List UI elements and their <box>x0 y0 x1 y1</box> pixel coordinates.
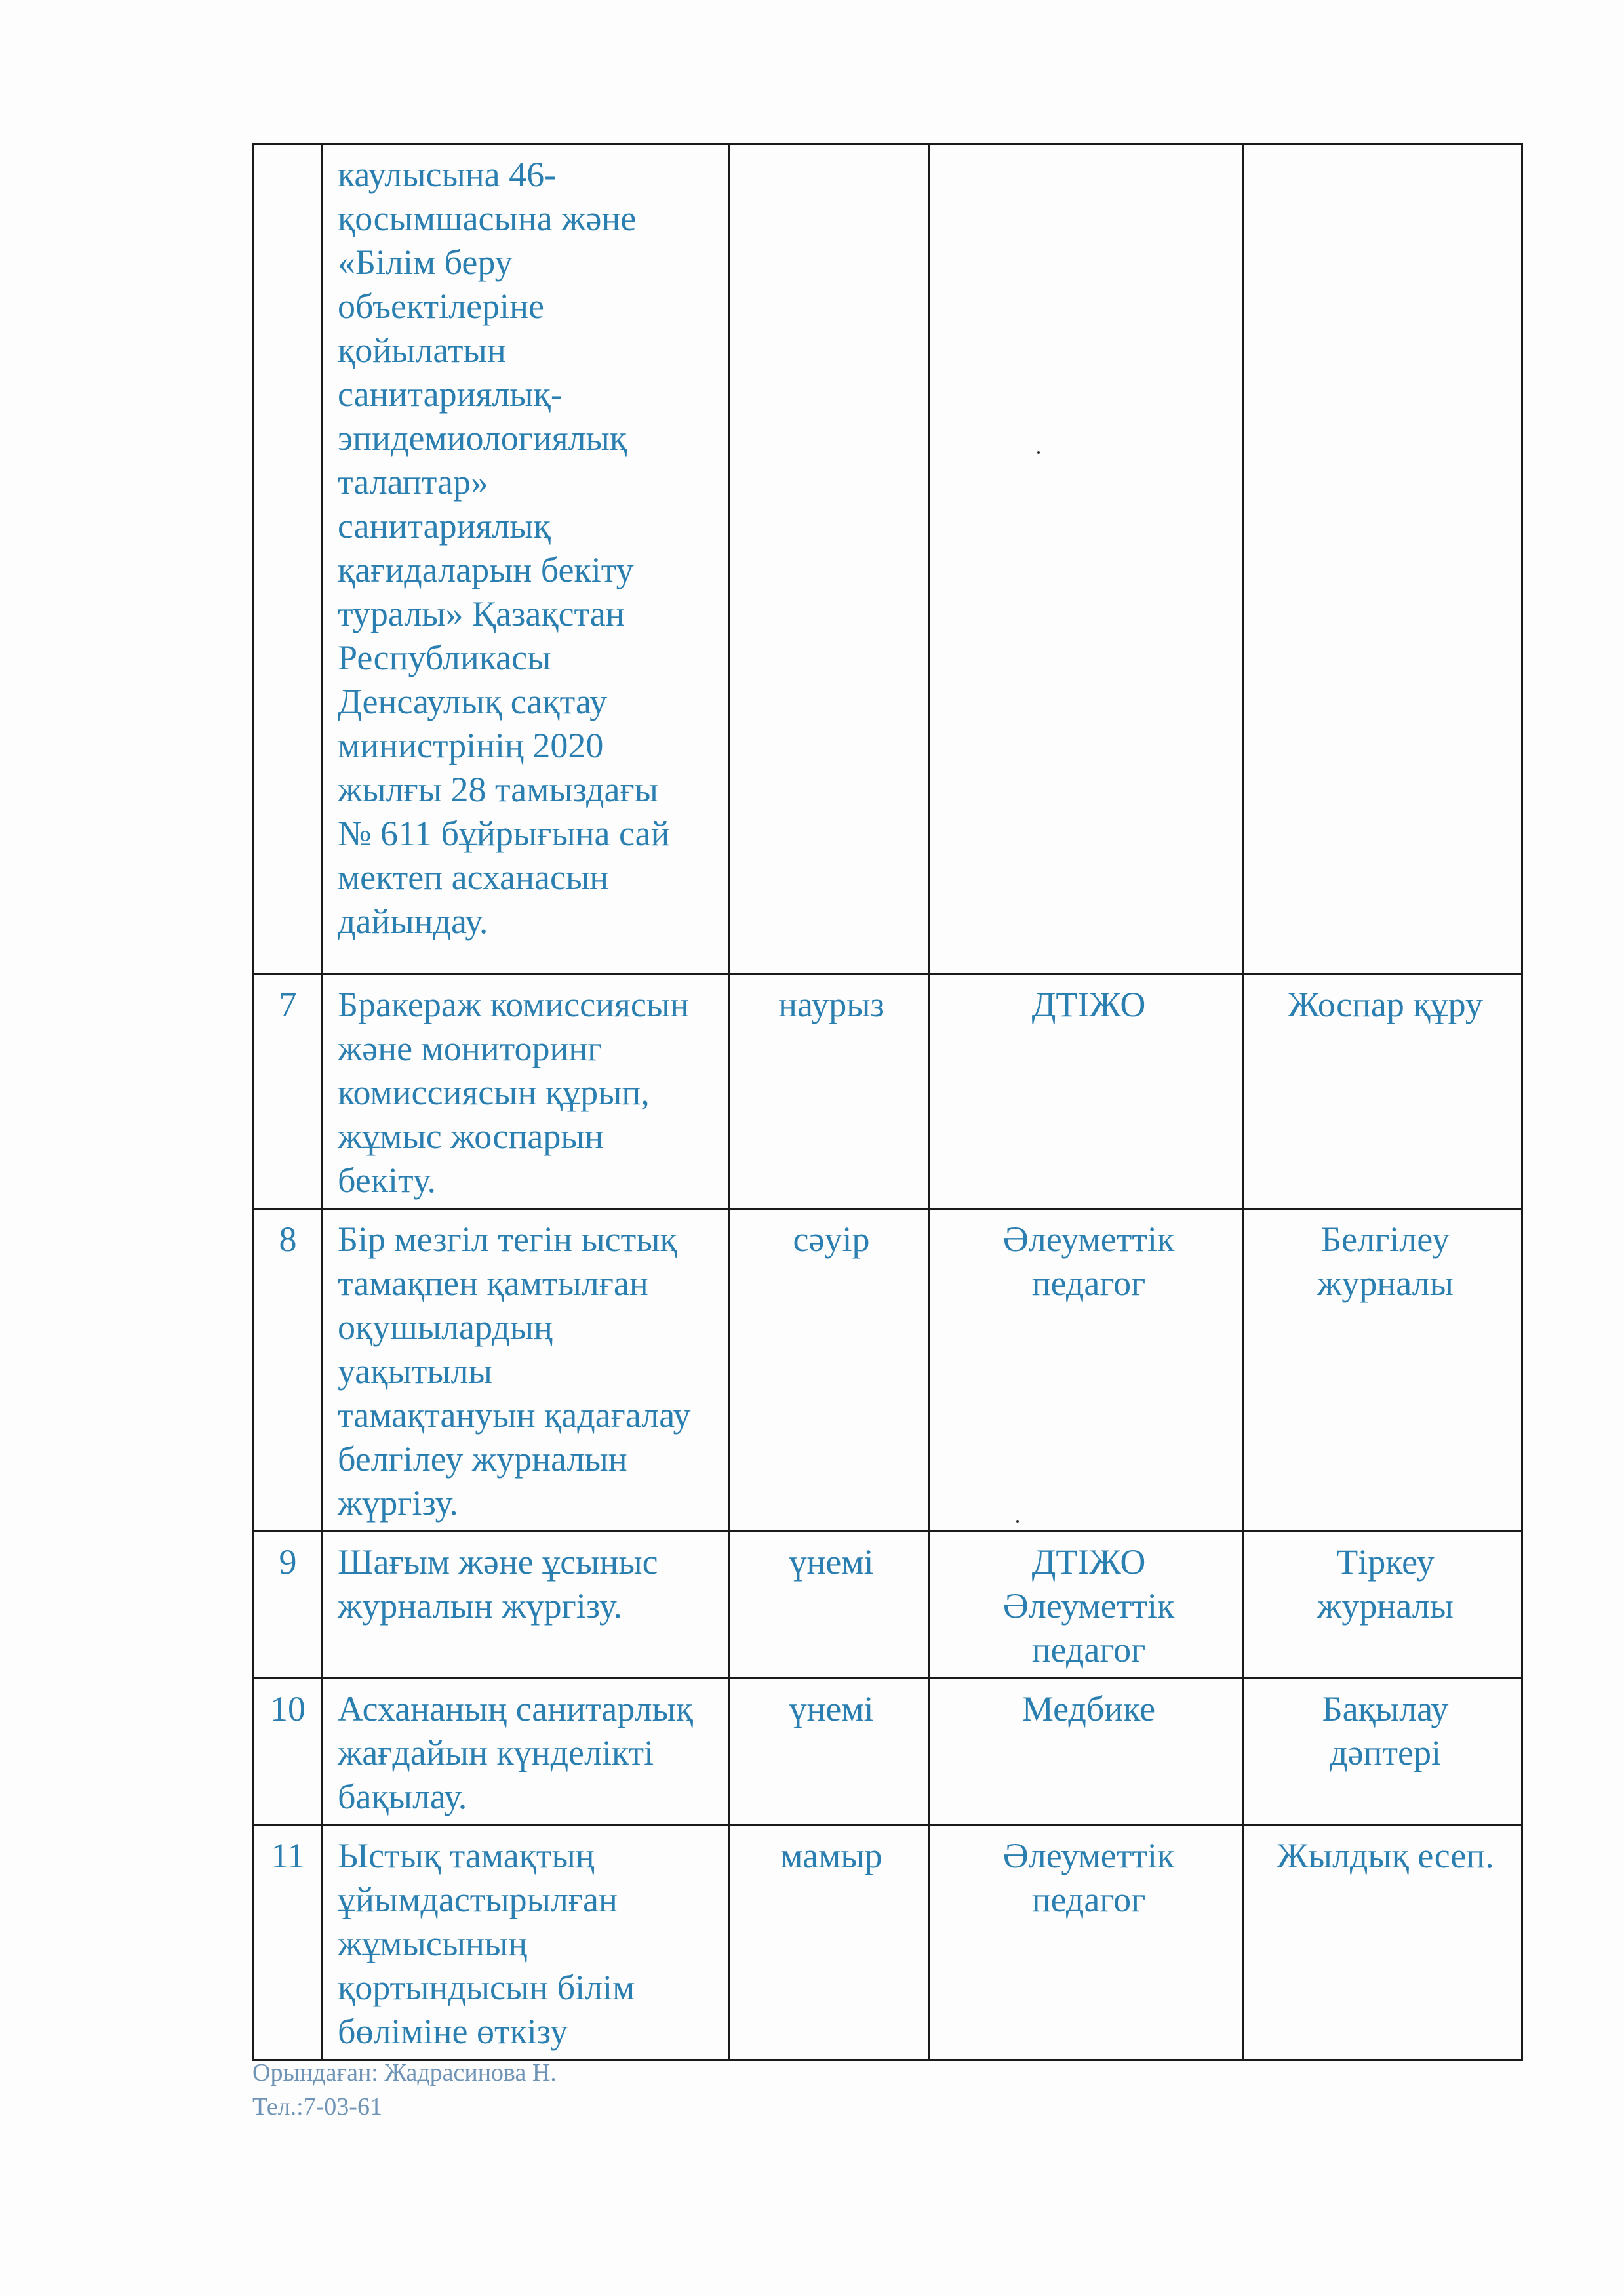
responsible-line: Әлеуметтік <box>1002 1586 1175 1626</box>
result-cell <box>1244 1679 1522 1826</box>
task-line: бөліміне өткізу <box>338 2012 568 2051</box>
result-cell <box>1244 1532 1522 1679</box>
row-number-cell <box>254 144 323 974</box>
footer <box>252 2056 557 2124</box>
row-number-cell: 10 <box>254 1679 323 1826</box>
task-line: санитариялық- <box>338 374 563 414</box>
responsible-line: педагог <box>1031 1880 1146 1919</box>
task-line: талаптар» <box>338 462 489 502</box>
task-line: Ыстық тамақтың <box>338 1836 595 1875</box>
task-line: қосымшасына және <box>338 199 637 238</box>
term-line: үнемі <box>789 1542 874 1582</box>
table-row <box>254 974 1522 1209</box>
task-line: Республикасы <box>338 638 551 677</box>
result-line: журналы <box>1317 1586 1454 1626</box>
task-line: министрінің 2020 <box>338 726 604 765</box>
term-line: наурыз <box>778 985 884 1024</box>
plan-table <box>252 143 1523 2061</box>
task-line: бақылау. <box>338 1777 467 1816</box>
term-cell <box>729 974 929 1209</box>
responsible-line: педагог <box>1031 1630 1146 1669</box>
result-line: Жоспар құру <box>1288 985 1483 1024</box>
task-line: белгілеу журналын <box>338 1439 627 1479</box>
responsible-cell <box>929 1532 1244 1679</box>
task-line: жұмысының <box>338 1924 528 1963</box>
task-line: және мониторинг <box>338 1029 603 1068</box>
result-line: дәптері <box>1330 1733 1441 1772</box>
task-line: Бракераж комиссиясын <box>338 985 689 1024</box>
task-line: мектеп асханасын <box>338 858 609 897</box>
task-line: оқушылардың <box>338 1307 553 1347</box>
responsible-cell <box>929 974 1244 1209</box>
task-line: Денсаулық сақтау <box>338 682 608 721</box>
responsible-line: Әлеуметтік <box>1002 1836 1175 1875</box>
task-line: уақытылы <box>338 1351 492 1391</box>
responsible-line: Әлеуметтік <box>1002 1220 1175 1259</box>
task-line: тамақтануын қадағалау <box>338 1395 691 1435</box>
task-line: қортындысын білім <box>338 1968 635 2007</box>
task-line: қойылатын <box>338 330 506 370</box>
task-line: Асхананың санитарлық <box>338 1689 693 1728</box>
table-row <box>254 1679 1522 1826</box>
task-line: «Білім беру <box>338 243 513 282</box>
row-number-cell: 7 <box>254 974 323 1209</box>
scan-speck <box>1037 451 1040 454</box>
result-line: Жылдық есеп. <box>1277 1836 1494 1875</box>
result-line: журналы <box>1317 1264 1454 1303</box>
task-line: комиссиясын құрып, <box>338 1073 650 1112</box>
term-cell <box>729 144 929 974</box>
term-line: үнемі <box>789 1689 874 1728</box>
responsible-cell <box>929 144 1244 974</box>
term-line: мамыр <box>780 1836 882 1875</box>
term-cell <box>729 1209 929 1532</box>
result-cell <box>1244 1826 1522 2060</box>
responsible-line: ДТІЖО <box>1031 1542 1146 1582</box>
task-cell <box>323 974 729 1209</box>
task-line: тамақпен қамтылған <box>338 1264 648 1303</box>
responsible-line: Медбике <box>1021 1689 1156 1728</box>
task-cell <box>323 1679 729 1826</box>
task-line: жұмыс жоспарын <box>338 1117 604 1156</box>
responsible-cell <box>929 1679 1244 1826</box>
task-line: жағдайын күнделікті <box>338 1733 654 1772</box>
task-line: жүргізу. <box>338 1483 458 1523</box>
table-row <box>254 1826 1522 2060</box>
task-line: дайындау. <box>338 902 488 941</box>
scan-speck <box>1016 1520 1019 1523</box>
responsible-line: педагог <box>1031 1264 1146 1303</box>
task-line: Бір мезгіл тегін ыстық <box>338 1220 677 1259</box>
table-row <box>254 1532 1522 1679</box>
result-line: Белгілеу <box>1321 1220 1450 1259</box>
row-number-cell: 11 <box>254 1826 323 2060</box>
task-line: жылғы 28 тамыздағы <box>338 770 658 809</box>
task-line: бекіту. <box>338 1161 436 1200</box>
result-cell <box>1244 974 1522 1209</box>
table-row <box>254 1209 1522 1532</box>
result-line: Бақылау <box>1322 1689 1449 1728</box>
task-line: журналын жүргізу. <box>338 1586 623 1626</box>
task-cell <box>323 1532 729 1679</box>
task-line: эпидемиологиялық <box>338 418 627 458</box>
task-cell <box>323 1209 729 1532</box>
task-line: Шағым және ұсыныс <box>338 1542 658 1582</box>
term-cell <box>729 1826 929 2060</box>
task-line: каулысына 46- <box>338 155 557 194</box>
task-line: объектілеріне <box>338 287 544 326</box>
responsible-line: ДТІЖО <box>1031 985 1146 1024</box>
phone-text: Тел.:7-03-61 <box>252 2093 382 2121</box>
term-line: сәуір <box>793 1220 870 1259</box>
responsible-cell <box>929 1209 1244 1532</box>
executor-text: Орындаған: Жадрасинова Н. <box>252 2059 557 2086</box>
responsible-cell <box>929 1826 1244 2060</box>
term-cell <box>729 1679 929 1826</box>
result-line: Тіркеу <box>1336 1542 1435 1582</box>
result-cell <box>1244 144 1522 974</box>
row-number-cell: 8 <box>254 1209 323 1532</box>
result-cell <box>1244 1209 1522 1532</box>
task-line: қағидаларын бекіту <box>338 550 634 589</box>
task-cell <box>323 1826 729 2060</box>
row-number-cell: 9 <box>254 1532 323 1679</box>
task-line: санитариялық <box>338 506 551 546</box>
term-cell <box>729 1532 929 1679</box>
task-line: туралы» Қазақстан <box>338 594 625 633</box>
task-line: ұйымдастырылған <box>338 1880 618 1919</box>
table-row <box>254 144 1522 974</box>
task-line: № 611 бұйрығына сай <box>338 814 670 853</box>
task-cell <box>323 144 729 974</box>
